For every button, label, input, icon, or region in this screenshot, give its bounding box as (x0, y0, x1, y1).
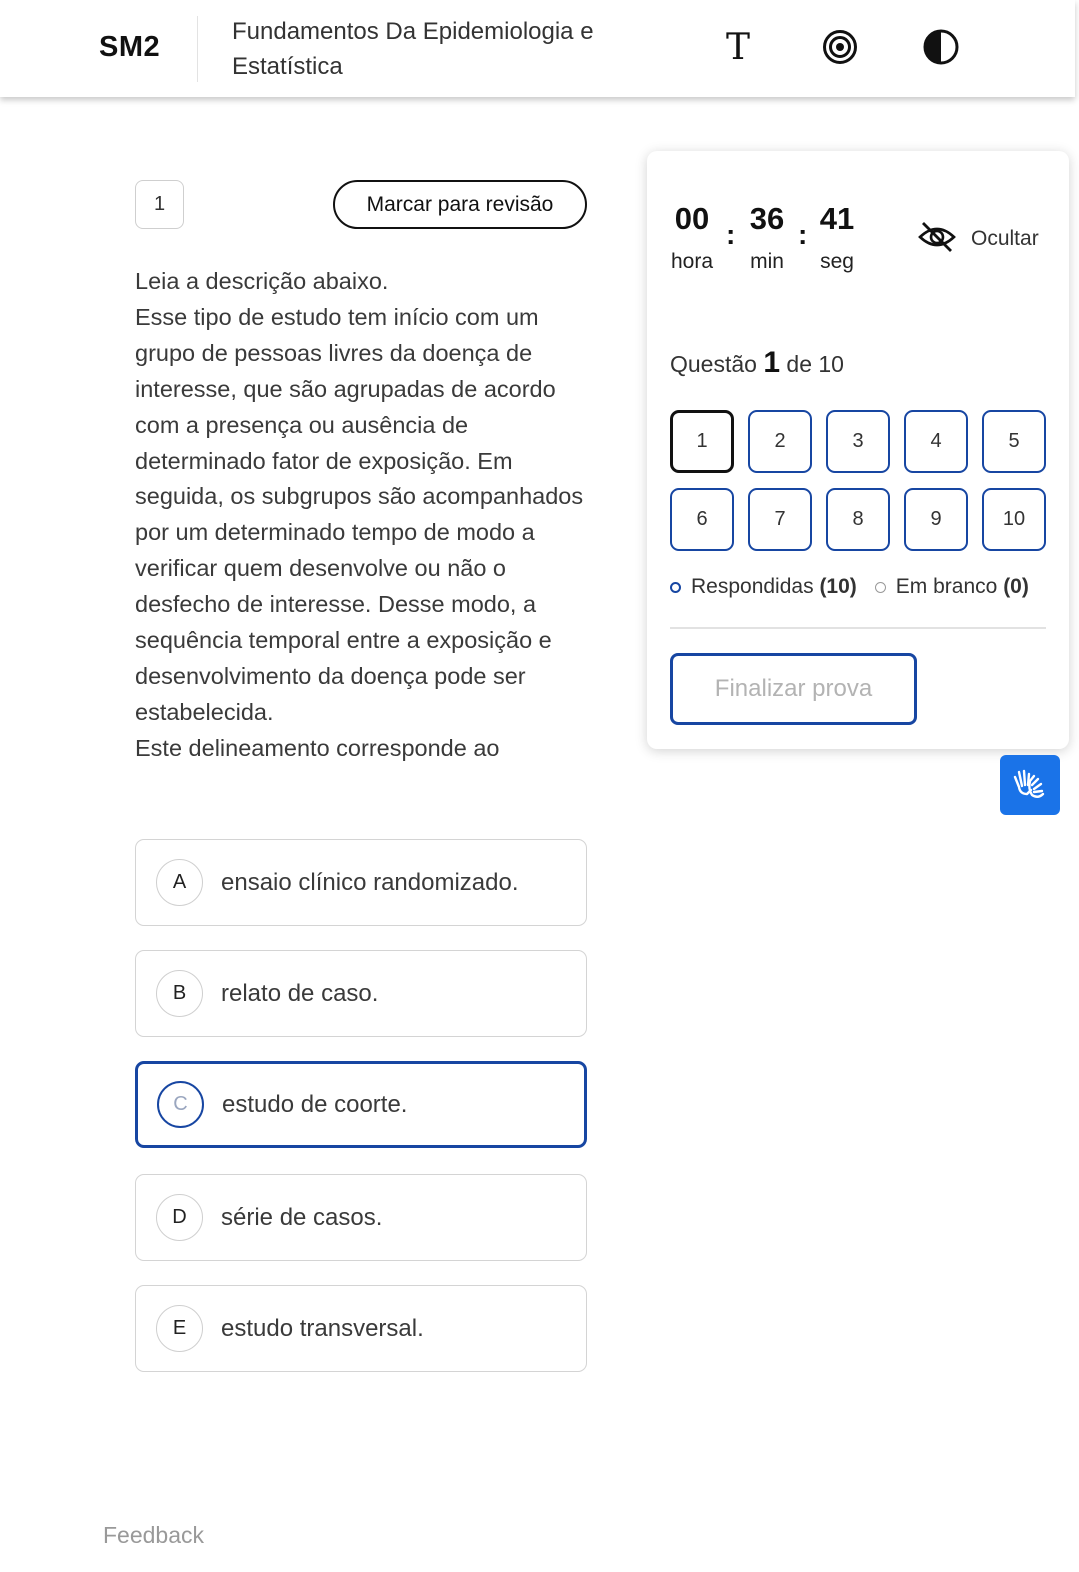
legend-blank (875, 575, 1029, 599)
progress-prefix: Questão (670, 351, 757, 377)
option-letter: E (156, 1305, 203, 1352)
option-text: estudo transversal. (221, 1314, 424, 1342)
question-nav-button[interactable]: 8 (826, 488, 890, 551)
header-divider (197, 16, 198, 82)
top-header (0, 0, 1075, 97)
timer-minutes: 36 (749, 201, 785, 236)
question-nav-button[interactable]: 10 (982, 488, 1046, 551)
contrast-icon[interactable] (921, 27, 961, 67)
option-a[interactable] (135, 839, 587, 926)
legend-blank-label: Em branco (895, 575, 998, 598)
question-statement (135, 264, 590, 767)
question-nav-button[interactable]: 4 (904, 410, 968, 473)
question-nav-button[interactable]: 7 (748, 488, 812, 551)
option-letter: C (157, 1081, 204, 1128)
option-c[interactable] (135, 1061, 587, 1148)
legend-answered (670, 575, 857, 599)
statement-line: Esse tipo de estudo tem início com um grupo de pessoas livres da doença de interesse, que são agrupadas de acordo com a presença ou ausência de determinado fator de exposição. Em seguida, os subgrupos são acompanhados por um determinado tempo de modo a verificar quem desenvolve ou não o desfecho de interesse. Desse modo, a sequência temporal entre a exposição e desenvolvimento da doença pode ser estabelecida. (135, 303, 584, 725)
font-size-icon[interactable]: T (725, 26, 750, 68)
option-text: série de casos. (221, 1203, 383, 1231)
option-text: relato de caso. (221, 979, 379, 1007)
question-number: 1 (135, 180, 184, 229)
question-nav-button[interactable]: 5 (982, 410, 1046, 473)
mark-for-review-button[interactable]: Marcar para revisão (333, 180, 587, 229)
question-nav-button[interactable]: 6 (670, 488, 734, 551)
finish-exam-button[interactable]: Finalizar prova (670, 653, 917, 725)
timer-hours: 00 (674, 201, 710, 236)
progress-current: 1 (763, 346, 781, 379)
course-title: Fundamentos Da Epidemiologia e Estatística (232, 18, 594, 80)
option-e[interactable] (135, 1285, 587, 1372)
timer-separator: : (798, 219, 808, 250)
exam-side-panel (647, 151, 1069, 749)
blank-dot-icon (875, 582, 886, 593)
target-icon[interactable] (820, 27, 860, 67)
option-letter: B (156, 970, 203, 1017)
option-letter: A (156, 859, 203, 906)
answer-legend (670, 575, 1046, 599)
answered-dot-icon (670, 582, 681, 593)
question-progress (670, 346, 844, 380)
timer-hours-label: hora (670, 250, 714, 273)
legend-answered-count: (10) (819, 575, 857, 598)
timer-separator: : (726, 219, 736, 250)
feedback-link[interactable]: Feedback (103, 1522, 205, 1548)
option-d[interactable] (135, 1174, 587, 1261)
statement-line: Leia a descrição abaixo. (135, 268, 389, 294)
legend-blank-count: (0) (1003, 575, 1029, 598)
statement-line: Este delineamento corresponde ao (135, 734, 500, 761)
timer-minutes-label: min (750, 250, 784, 273)
hands-icon (1010, 763, 1050, 808)
eye-off-icon (917, 219, 957, 260)
option-letter: D (156, 1194, 203, 1241)
timer-seconds: 41 (819, 201, 855, 236)
option-b[interactable] (135, 950, 587, 1037)
hide-timer-label: Ocultar (971, 227, 1039, 250)
question-nav-button[interactable]: 3 (826, 410, 890, 473)
option-text: ensaio clínico randomizado. (221, 868, 519, 896)
sign-language-button[interactable] (1000, 755, 1060, 815)
panel-divider (670, 627, 1046, 629)
progress-suffix: de 10 (786, 351, 844, 377)
timer-seconds-label: seg (820, 250, 854, 273)
legend-answered-label: Respondidas (691, 575, 814, 598)
question-nav-button[interactable]: 2 (748, 410, 812, 473)
logo: SM2 (99, 31, 161, 63)
hide-timer-button[interactable] (917, 219, 1047, 259)
question-nav-button[interactable]: 9 (904, 488, 968, 551)
question-nav-button[interactable]: 1 (670, 410, 734, 473)
option-text: estudo de coorte. (222, 1090, 408, 1118)
